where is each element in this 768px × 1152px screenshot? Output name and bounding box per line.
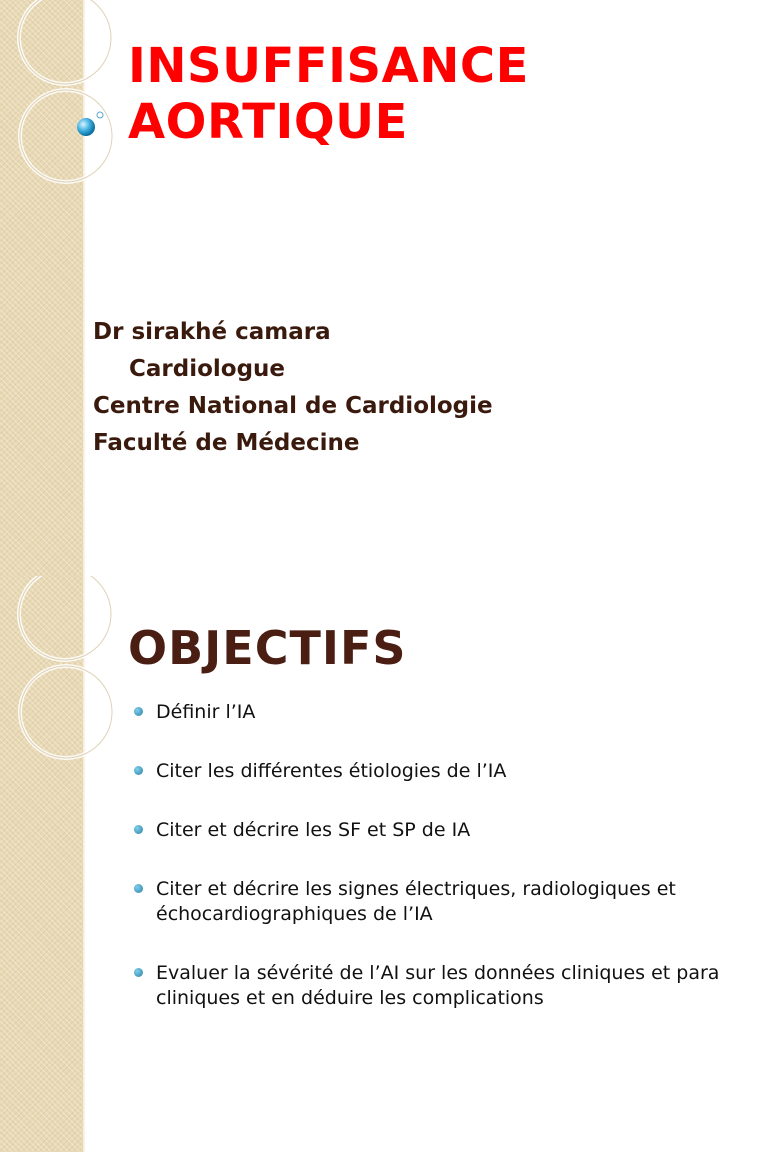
bullet-text: Evaluer la sévérité de l’AI sur les données cliniques et para cliniques et en déduire les complications bbox=[156, 962, 720, 1009]
bullet-dot-icon bbox=[134, 884, 143, 893]
bullet-text: Définir l’IA bbox=[156, 701, 256, 723]
list-item bbox=[132, 818, 752, 843]
slide-title bbox=[128, 38, 529, 150]
bullet-dot-icon bbox=[134, 825, 143, 834]
decorative-rings-icon bbox=[0, 0, 140, 200]
author-faculty: Faculté de Médecine bbox=[93, 430, 360, 456]
decorative-rings-icon bbox=[0, 576, 140, 776]
list-item bbox=[132, 700, 752, 725]
author-block bbox=[93, 314, 493, 462]
bullet-text: Citer et décrire les SF et SP de IA bbox=[156, 819, 471, 841]
list-item bbox=[132, 759, 752, 784]
bullet-text: Citer et décrire les signes électriques, radiologiques et échocardiographiques de l’IA bbox=[156, 878, 676, 925]
bullet-dot-icon bbox=[134, 968, 143, 977]
bullet-dot-icon bbox=[134, 766, 143, 775]
list-item bbox=[132, 877, 752, 927]
author-name: Dr sirakhé camara bbox=[93, 319, 331, 345]
author-role: Cardiologue bbox=[129, 356, 286, 382]
objectives-title: OBJECTIFS bbox=[128, 621, 407, 675]
list-item bbox=[132, 961, 752, 1011]
bullet-dot-icon bbox=[134, 707, 143, 716]
bullet-text: Citer les différentes étiologies de l’IA bbox=[156, 760, 507, 782]
title-line-1: INSUFFISANCE bbox=[128, 38, 529, 94]
title-line-2: AORTIQUE bbox=[128, 94, 408, 150]
objectives-list bbox=[132, 700, 752, 1045]
author-institution: Centre National de Cardiologie bbox=[93, 393, 493, 419]
